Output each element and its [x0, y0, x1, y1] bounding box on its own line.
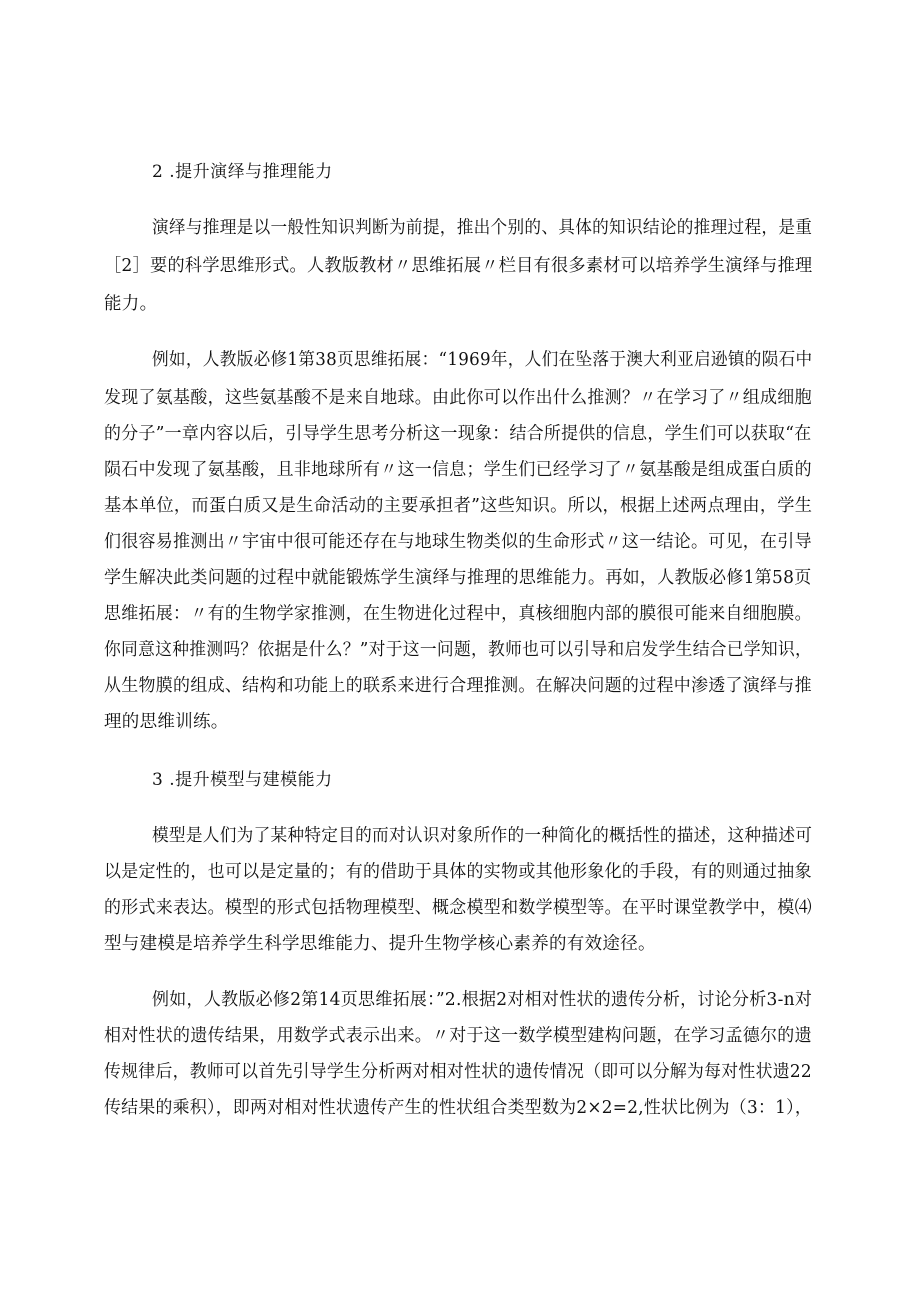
section-2-para-2-line-9: 你同意这种推测吗？依据是什么？”对于这一问题，教师也可以引导和启发学生结合已学知识，: [104, 640, 813, 660]
section-3-para-2-line-4: 传结果的乘积），即两对相对性状遗传产生的性状组合类型数为2×2=2,性状比例为（3：1），: [104, 1098, 813, 1118]
section-3-para-2-line-2: 相对性状的遗传结果，用数学式表示出来。〃对于这一数学模型建构问题，在学习孟德尔的遗: [104, 1026, 812, 1046]
section-2-para-2-line-3: 的分子”一章内容以后，引导学生思考分析这一现象：结合所提供的信息，学生们可以获取“在: [104, 424, 812, 444]
section-3-para-2-line-3: 传规律后，教师可以首先引导学生分析两对相对性状的遗传情况（即可以分解为每对性状遗22: [104, 1062, 812, 1082]
section-3-heading: 3 .提升模型与建模能力: [152, 770, 333, 790]
section-3-para-1-line-1: 模型是人们为了某种特定目的而对认识对象所作的一种简化的概括性的描述，这种描述可: [152, 826, 813, 846]
section-3-para-2-line-1: 例如，人教版必修2第14页思维拓展：”2.根据2对相对性状的遗传分析，讨论分析3-n对: [152, 990, 813, 1010]
section-2-para-2-line-2: 发现了氨基酸，这些氨基酸不是来自地球。由此你可以作出什么推测？〃在学习了〃组成细胞: [104, 388, 812, 408]
section-2-para-2-line-4: 陨石中发现了氨基酸，且非地球所有〃这一信息；学生们已经学习了〃氨基酸是组成蛋白质的: [104, 460, 812, 480]
section-3-para-1-line-4: 型与建模是培养学生科学思维能力、提升生物学核心素养的有效途径。: [104, 934, 656, 954]
section-2-para-2-line-8: 思维拓展：〃有的生物学家推测，在生物进化过程中，真核细胞内部的膜很可能来自细胞膜。: [104, 604, 812, 624]
section-2-para-2-line-5: 基本单位，而蛋白质又是生命活动的主要承担者”这些知识。所以，根据上述两点理由，学生: [104, 496, 813, 516]
section-2-para-2-line-11: 理的思维训练。: [104, 712, 229, 732]
section-2-para-1-line-2: ［2］要的科学思维形式。人教版教材〃思维拓展〃栏目有很多素材可以培养学生演绎与推理: [104, 256, 813, 276]
section-2-para-2-line-6: 们很容易推测出〃宇宙中很可能还存在与地球生物类似的生命形式〃这一结论。可见，在引导: [104, 532, 812, 552]
section-2-para-2-line-10: 从生物膜的组成、结构和功能上的联系来进行合理推测。在解决问题的过程中渗透了演绎与推: [104, 676, 812, 696]
section-2-para-2-line-1: 例如，人教版必修1第38页思维拓展：“1969年，人们在坠落于澳大利亚启逊镇的陨石中: [152, 350, 813, 370]
section-2-heading: 2 .提升演绎与推理能力: [152, 162, 333, 182]
section-2-para-2-line-7: 学生解决此类问题的过程中就能锻炼学生演绎与推理的思维能力。再如，人教版必修1第58页: [104, 568, 812, 588]
section-2-para-1-line-3: 能力。: [104, 294, 158, 314]
section-2-para-1-line-1: 演绎与推理是以一般性知识判断为前提，推出个别的、具体的知识结论的推理过程，是重: [152, 218, 813, 238]
section-3-para-1-line-2: 以是定性的，也可以是定量的；有的借助于具体的实物或其他形象化的手段，有的则通过抽象: [104, 862, 812, 882]
section-3-para-1-line-3: 的形式来表达。模型的形式包括物理模型、概念模型和数学模型等。在平时课堂教学中，模⑷: [104, 898, 812, 918]
